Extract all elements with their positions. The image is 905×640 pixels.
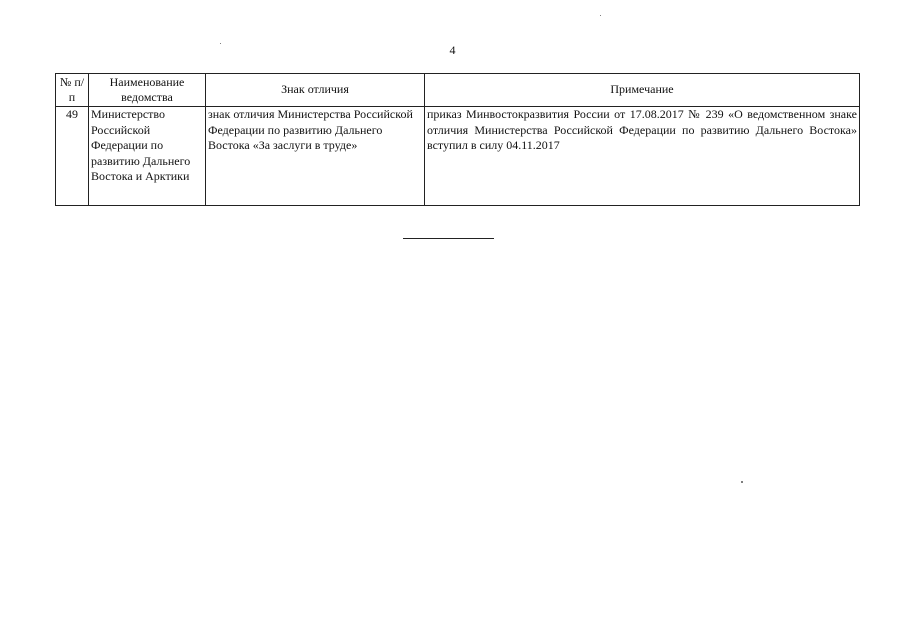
- table-header: [56, 74, 860, 107]
- cell-note: приказ Минвостокразвития России от 17.08.2017 № 239 «О ведомственном знаке отличия Министерства Российской Федерации по развитию Дальнего Востока» вступил в силу 04.11.2017: [425, 107, 860, 206]
- header-row: [56, 74, 860, 107]
- cell-agency: Министерство Российской Федерации по развитию Дальнего Востока и Арктики: [89, 107, 206, 206]
- cell-badge: знак отличия Министерства Российской Федерации по развитию Дальнего Востока «За заслуги в труде»: [206, 107, 425, 206]
- end-of-document-rule: [403, 238, 494, 239]
- header-note: Примечание: [425, 74, 860, 107]
- header-number: № п/п: [56, 74, 89, 107]
- scan-speck: [600, 15, 601, 16]
- cell-number: 49: [56, 107, 89, 206]
- header-badge: Знак отличия: [206, 74, 425, 107]
- scan-speck: [741, 481, 743, 483]
- table-row: [56, 107, 860, 206]
- page-number: 4: [449, 43, 456, 57]
- scan-speck: [220, 43, 221, 44]
- insignia-table: [55, 73, 860, 206]
- table-body: [56, 107, 860, 206]
- header-agency: Наименование ведомства: [89, 74, 206, 107]
